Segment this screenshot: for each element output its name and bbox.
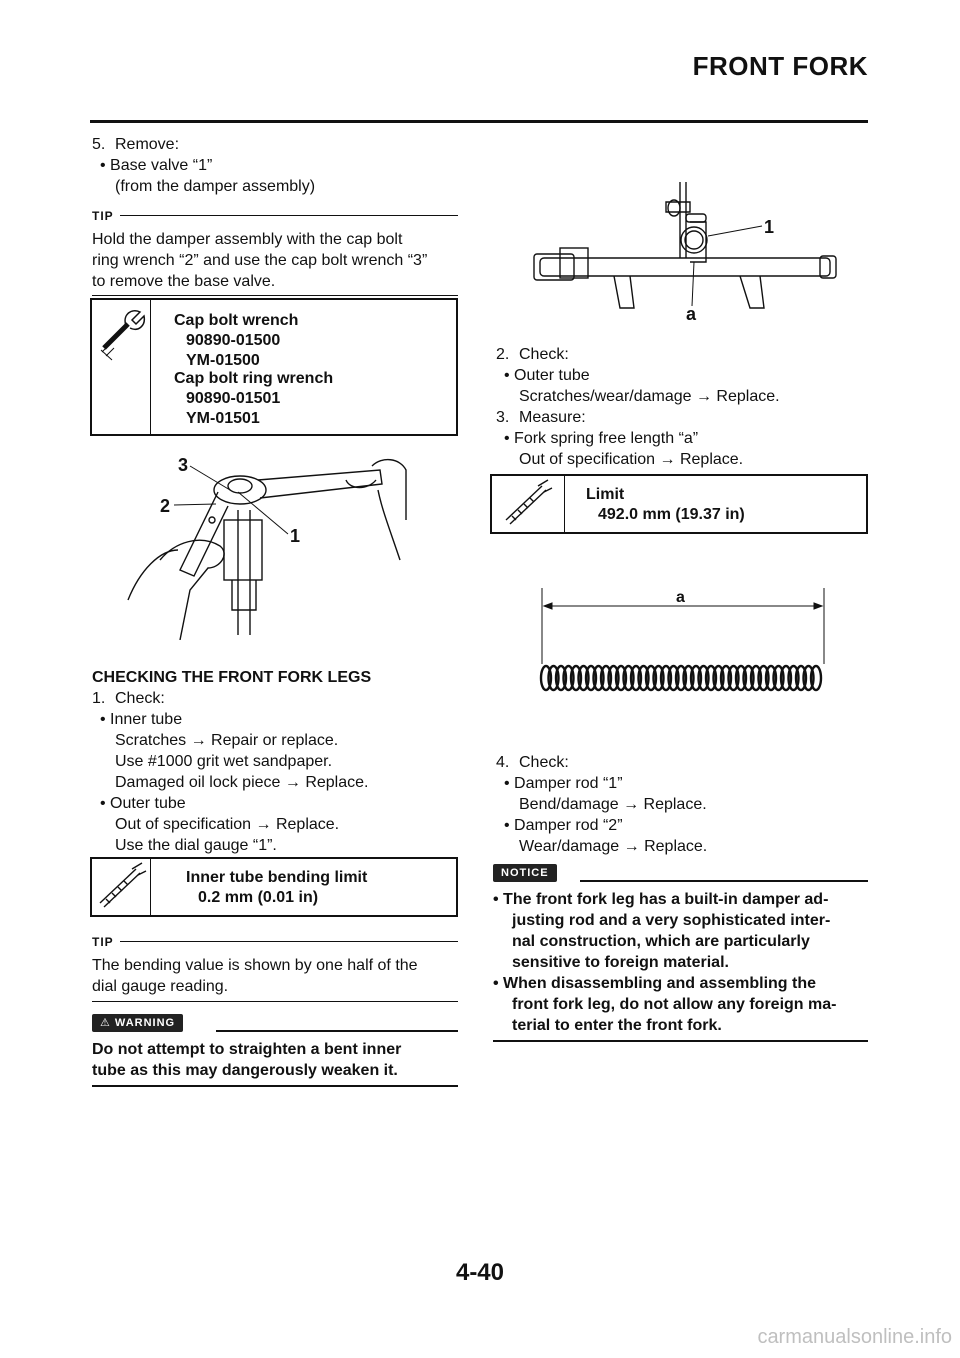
fork-spring-figure [536,588,832,698]
tip1-label: TIP [92,209,114,223]
limit-icon-cell [492,476,565,532]
tip1-line: to remove the base valve. [92,273,276,290]
caliper-icon [492,476,564,532]
tool-icon-cell [92,300,151,434]
notice-badge: NOTICE [493,864,557,882]
warning-label: WARNING [114,1017,176,1029]
figure1-label-1: 1 [290,526,301,546]
step4-item1-detail: Bend/damage → Replace. [519,796,707,813]
step1-item1-line: Scratches → Repair or replace. [115,732,339,749]
step5-item: • Base valve “1” [100,157,213,174]
cap-bolt-wrench-figure [120,450,410,640]
tip1-top-rule [120,215,458,216]
header-divider [90,120,868,123]
warning-top-rule [216,1030,458,1032]
step4-item2: • Damper rod “2” [504,817,623,834]
tool-line: 90890-01500 [186,332,281,349]
notice-line: terial to enter the front fork. [512,1017,722,1034]
step1-item1: • Inner tube [100,711,183,728]
notice-bottom-rule [493,1040,868,1042]
spring-limit-value: 492.0 mm (19.37 in) [598,506,745,523]
tool-line: YM-01501 [186,410,260,427]
notice-line: justing rod and a very sophisticated inter- [512,912,831,929]
wrench-tool-icon [92,300,150,370]
spring-limit-title: Limit [586,486,625,503]
tool-spec-box [90,298,458,436]
tip1-line: ring wrench “2” and use the cap bolt wrench “3” [92,252,428,269]
tool-line: Cap bolt wrench [174,312,299,329]
warning-line: Do not attempt to straighten a bent inner [92,1041,402,1058]
warning-badge [92,1014,183,1032]
tool-line: Cap bolt ring wrench [174,370,334,387]
notice-line: front fork leg, do not allow any foreign ma- [512,996,837,1013]
notice-top-rule [580,880,868,882]
step2-action: Check: [519,346,569,363]
figure2-label-1: 1 [764,217,775,237]
limit-icon-cell [92,859,151,915]
step5-action: Remove: [115,136,180,153]
figure1-label-2: 2 [160,496,171,516]
tip2-line: The bending value is shown by one half of the [92,957,418,974]
step1-item1-line: Use #1000 grit wet sandpaper. [115,753,333,770]
figure2-label-a: a [686,304,697,324]
step4-item2-detail: Wear/damage → Replace. [519,838,708,855]
warning-icon: ⚠ [100,1017,115,1029]
tip2-label: TIP [92,935,114,949]
notice-line: sensitive to foreign material. [512,954,729,971]
step1-item2-line: Out of specification → Replace. [115,816,340,833]
bending-limit-value: 0.2 mm (0.01 in) [198,889,319,906]
spring-coils [541,666,821,690]
tool-line: YM-01500 [186,352,260,369]
tip1-line: Hold the damper assembly with the cap bolt [92,231,403,248]
step1-item2: • Outer tube [100,795,186,812]
step5-number: 5. [92,136,106,153]
step1-item1-line: Damaged oil lock piece → Replace. [115,774,369,791]
step2-detail: Scratches/wear/damage → Replace. [519,388,780,405]
tool-line: 90890-01501 [186,390,281,407]
section-heading: CHECKING THE FRONT FORK LEGS [92,669,372,686]
warning-line: tube as this may dangerously weaken it. [92,1062,398,1079]
dial-gauge-figure [530,178,850,328]
step3-detail: Out of specification → Replace. [519,451,744,468]
step1-item2-line: Use the dial gauge “1”. [115,837,277,854]
tip2-top-rule [120,941,458,942]
warning-bottom-rule [92,1085,458,1087]
step1-number: 1. [92,690,106,707]
page-number: 4-40 [455,1259,505,1286]
caliper-icon [92,859,150,915]
step4-action: Check: [519,754,569,771]
step2-number: 2. [496,346,510,363]
step5-note: (from the damper assembly) [115,178,316,195]
notice-line: • The front fork leg has a built-in damper ad- [493,891,829,908]
notice-line: • When disassembling and assembling the [493,975,816,992]
step2-item: • Outer tube [504,367,590,384]
step4-item1: • Damper rod “1” [504,775,623,792]
figure3-label-a: a [676,589,685,606]
figure1-label-3: 3 [178,455,189,475]
page-title: FRONT FORK [692,51,868,81]
step3-action: Measure: [519,409,586,426]
step1-action: Check: [115,690,165,707]
watermark: carmanualsonline.info [757,1326,952,1348]
bending-limit-title: Inner tube bending limit [186,869,368,886]
bending-limit-box [90,857,458,917]
step3-number: 3. [496,409,510,426]
step4-number: 4. [496,754,510,771]
tip2-line: dial gauge reading. [92,978,229,995]
notice-line: nal construction, which are particularly [512,933,810,950]
tip2-bottom-rule [92,1001,458,1002]
tip1-bottom-rule [92,295,458,296]
spring-limit-box [490,474,868,534]
step3-item: • Fork spring free length “a” [504,430,699,447]
